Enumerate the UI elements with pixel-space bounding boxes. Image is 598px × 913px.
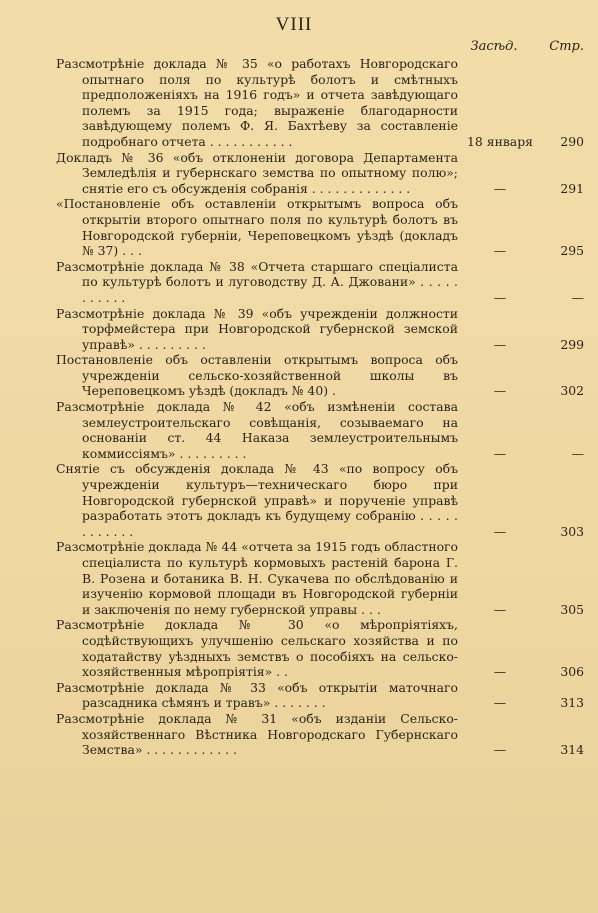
entry-session: — [493,601,507,617]
header-session: Засѣд. [470,39,518,54]
entry-session: — [493,742,507,758]
toc-entry [56,539,588,617]
toc-entry [56,306,588,353]
entry-page: 313 [560,695,584,711]
entry-session: — [493,445,507,461]
toc-entry [56,399,588,461]
entry-page: 302 [560,383,584,399]
entry-session: — [493,243,507,259]
entry-text: Постановленіе объ оставленіи открытымъ вопроса объ учрежденіи сельско-хозяйственной школы въ Череповецкомъ уѣздѣ (докладъ № 40) . [56,352,458,399]
entry-page: 295 [560,243,584,259]
toc-entry [56,56,588,150]
entry-text: Докладъ № 36 «объ отклоненіи договора Департамента Земледѣлія и губернскаго земства по опытному полю»; снятіе его съ обсужденія собранія . . . . . . . . . . . . . [56,149,458,196]
entry-session: 18 января [467,133,533,149]
entry-page: 299 [560,336,584,352]
entry-page: 291 [560,180,584,196]
entry-text: Разсмотрѣніе доклада № 30 «о мѣропріятіяхъ, содѣйствующихъ улучшенію сельскаго хозяйства и по ходатайству уѣздныхъ земствъ о пособіяхъ на сельско-хозяйственныя мѣропріятія» . . [56,617,458,680]
toc-entry [56,461,588,539]
entry-text: Разсмотрѣніе доклада № 38 «Отчета старшаго спеціалиста по культурѣ болотъ и луговодству Д. А. Джовани» . . . . . . . . . . . [56,258,458,305]
entry-text: Снятіе съ обсужденія доклада № 43 «по вопросу объ учрежденіи культуръ—техническаго бюро при Новгородской губернской управѣ» и порученіе управѣ разработать этотъ докладъ къ будущему собранію . . . . . . . . . . . . [56,461,458,539]
toc-entry [56,617,588,679]
table-of-contents [56,56,588,758]
entry-session: — [493,664,507,680]
entry-page: — [571,289,584,305]
toc-entry [56,259,588,306]
entry-session: — [493,336,507,352]
entry-text: Разсмотрѣніе доклада № 35 «о работахъ Новгородскаго опытнаго поля по культурѣ болотъ и смѣтныхъ предположеніяхъ на 1916 годъ» и отчета завѣдующаго полемъ за 1915 года; выраженіе благодарности завѣдующему полемъ Ф. Я. Бахтѣеву за составленіе подробнаго отчета . . . . . . . . . . . [56,56,458,149]
entry-page: — [571,445,584,461]
toc-entry [56,196,588,258]
entry-text: Разсмотрѣніе доклада № 31 «объ изданіи Сельско-хозяйственнаго Вѣстника Новгородскаго Губернскаго Земства» . . . . . . . . . . . . [56,710,458,758]
entry-page: 290 [560,133,584,149]
entry-text: «Постановленіе объ оставленіи открытымъ вопроса объ открытіи второго опытнаго поля по культурѣ болотъ въ Новгородской губерніи, Череповецкомъ уѣздѣ (докладъ № 37) . . . [56,196,458,259]
entry-text: Разсмотрѣніе доклада № 42 «объ измѣненіи состава землеустроительскаго совѣщанія, созываемаго на основаніи ст. 44 Наказа землеустроительнымъ коммиссіямъ» . . . . . . . . . [56,399,458,461]
toc-entry [56,680,588,711]
entry-page: 305 [560,601,584,617]
entry-text: Разсмотрѣніе доклада № 44 «отчета за 1915 годъ областного спеціалиста по культурѣ кормовыхъ растеній барона Г. В. Розена и ботаника В. Н. Сукачева по обслѣдованію и изученію кормовой площади въ Новгородской губерніи и заключенія по нему губернской управы . . . [56,539,458,617]
entry-session: — [493,289,507,305]
entry-session: — [493,383,507,399]
entry-page: 314 [560,742,584,758]
entry-page: 306 [560,664,584,680]
entry-session: — [493,180,507,196]
entry-text: Разсмотрѣніе доклада № 39 «объ учрежденіи должности торфмейстера при Новгородской губернской земской управѣ» . . . . . . . . . [56,305,458,352]
page-number: VIII [275,14,313,35]
entry-text: Разсмотрѣніе доклада № 33 «объ открытіи маточнаго разсадника сѣмянъ и травъ» . . . . . . . [56,679,458,711]
entry-page: 303 [560,523,584,539]
toc-entry [56,150,588,197]
header-page: Стр. [549,39,584,54]
column-headers [56,38,588,56]
toc-entry [56,711,588,758]
toc-entry [56,352,588,399]
entry-session: — [493,523,507,539]
entry-session: — [493,695,507,711]
